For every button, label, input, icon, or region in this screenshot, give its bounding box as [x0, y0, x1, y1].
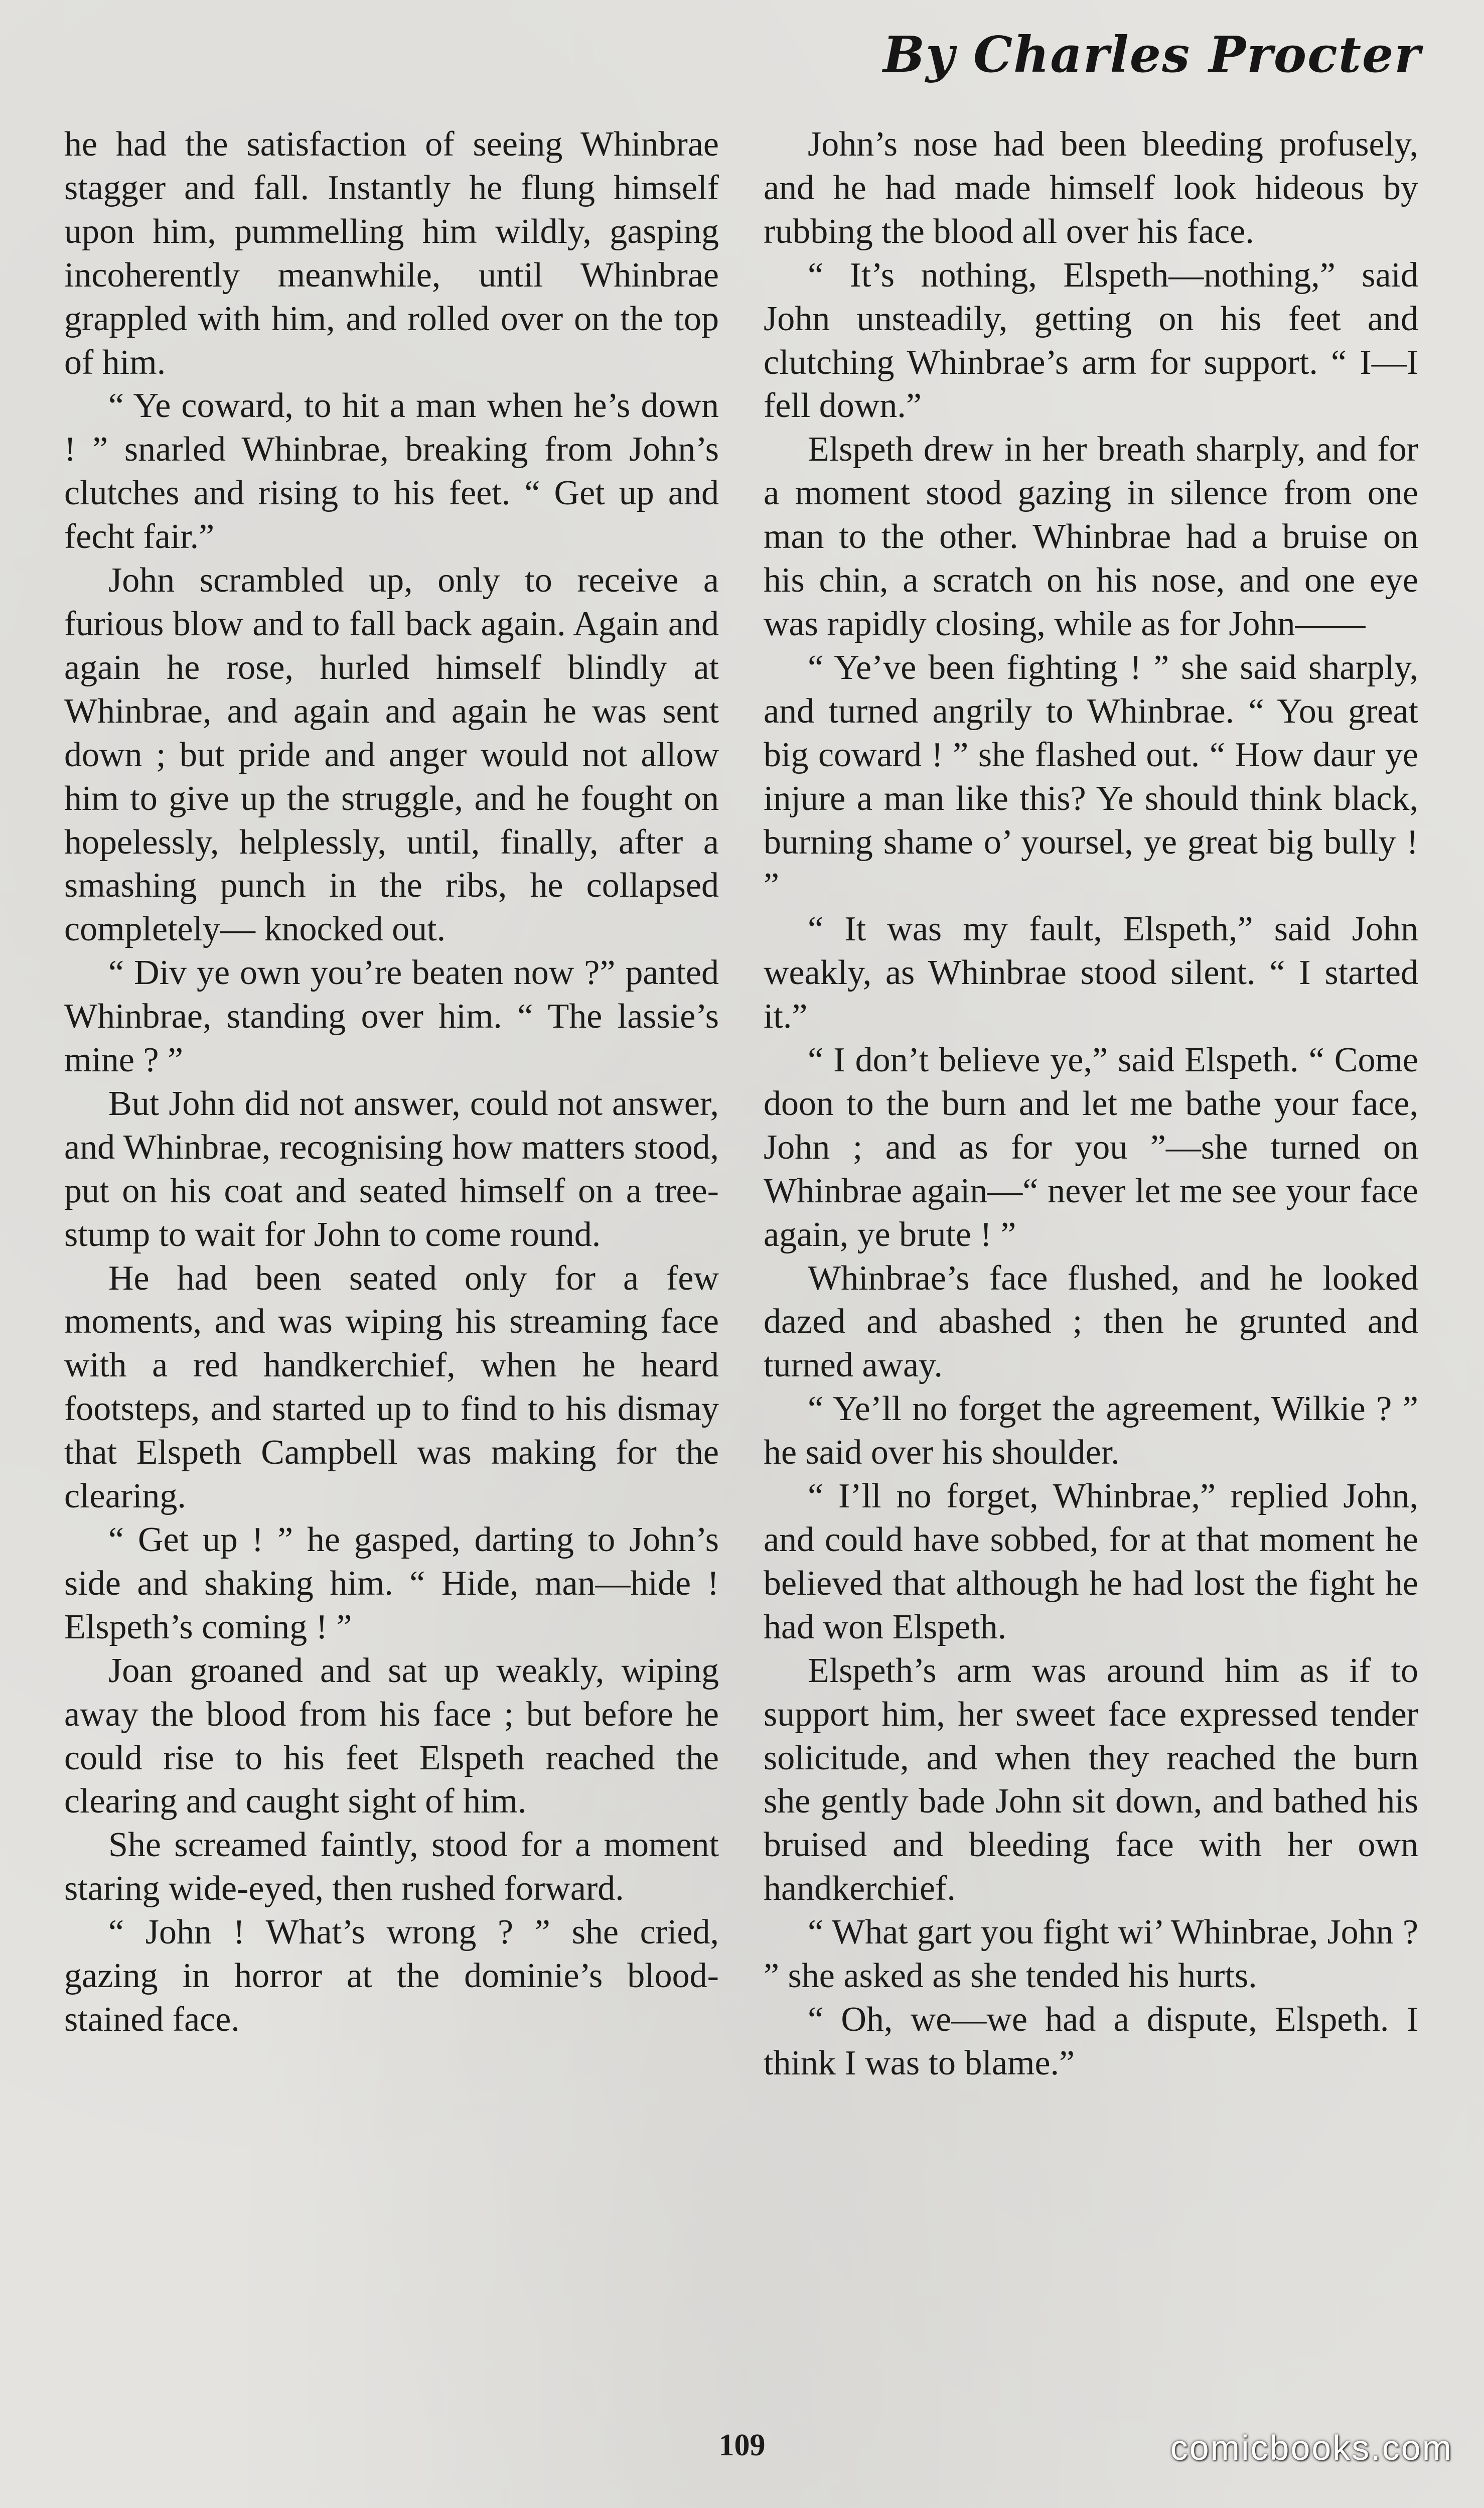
paragraph: “ Ye coward, to hit a man when he’s down ! ” snarled Whinbrae, breaking from John’s clutches and rising to his feet. “ Get up and fecht fair.”	[64, 386, 719, 556]
source-watermark: comicbooks.com	[1170, 2428, 1453, 2467]
paragraph: “ What gart you fight wi’ Whinbrae, John ? ” she asked as she tended his hurts.	[764, 1913, 1418, 1996]
paragraph: “ John ! What’s wrong ? ” she cried, gazing in horror at the dominie’s blood-stained face.	[64, 1913, 719, 2039]
page-number: 109	[718, 2428, 766, 2462]
paragraph: “ I don’t believe ye,” said Elspeth. “ Come doon to the burn and let me bathe your face, John ; and as for you ”—she turned on Whinbrae again—“ never let me see your face again, ye brute ! ”	[764, 1041, 1418, 1254]
paragraph: He had been seated only for a few moments, and was wiping his streaming face with a red handkerchief, when he heard footsteps, and started up to find to his dismay that Elspeth Campbell was making for the clearing.	[64, 1259, 719, 1516]
right-text-column	[764, 123, 1418, 2085]
paragraph: “ Ye’ve been fighting ! ” she said sharply, and turned angrily to Whinbrae. “ You great big coward ! ” she flashed out. “ How daur ye injure a man like this? Ye should think black, burning shame o’ yoursel, ye great big bully ! ”	[764, 648, 1418, 905]
paragraph: Whinbrae’s face flushed, and he looked dazed and abashed ; then he grunted and turned away.	[764, 1259, 1418, 1385]
paragraph: “ It’s nothing, Elspeth—nothing,” said John unsteadily, getting on his feet and clutching Whinbrae’s arm for support. “ I—I fell down.”	[764, 255, 1418, 426]
paragraph: Elspeth’s arm was around him as if to support him, her sweet face expressed tender solicitude, and when they reached the burn she gently bade John sit down, and bathed his bruised and bleeding face with her own handkerchief.	[764, 1651, 1418, 1908]
paragraph: Elspeth drew in her breath sharply, and for a moment stood gazing in silence from one man to the other. Whinbrae had a bruise on his chin, a scratch on his nose, and one eye was rapidly closing, while as for John——	[764, 430, 1418, 643]
paragraph: “ Ye’ll no forget the agreement, Wilkie ? ” he said over his shoulder.	[764, 1389, 1418, 1472]
paragraph: “ I’ll no forget, Whinbrae,” replied John, and could have sobbed, for at that moment he believed that although he had lost the fight he had won Elspeth.	[764, 1477, 1418, 1646]
paragraph: “ Get up ! ” he gasped, darting to John’s side and shaking him. “ Hide, man—hide ! Elspeth’s coming ! ”	[64, 1520, 719, 1646]
paragraph: John scrambled up, only to receive a furious blow and to fall back again. Again and again he rose, hurled himself blindly at Whinbrae, and again and again he was sent down ; but pride and anger would not allow him to give up the struggle, and he fought on hopelessly, helplessly, until, finally, after a smashing punch in the ribs, he collapsed completely— knocked out.	[64, 561, 719, 949]
paragraph: Joan groaned and sat up weakly, wiping away the blood from his face ; but before he could rise to his feet Elspeth reached the clearing and caught sight of him.	[64, 1651, 719, 1821]
paragraph: he had the satisfaction of seeing Whinbrae stagger and fall. Instantly he flung himself upon him, pummelling him wildly, gasping incoherently meanwhile, until Whinbrae grappled with him, and rolled over on the top of him.	[64, 125, 719, 382]
left-text-column	[64, 123, 719, 2042]
paragraph: “ It was my fault, Elspeth,” said John weakly, as Whinbrae stood silent. “ I started it.”	[764, 910, 1418, 1036]
paragraph: “ Div ye own you’re beaten now ?” panted Whinbrae, standing over him. “ The lassie’s mine ? ”	[64, 953, 719, 1080]
paragraph: But John did not answer, could not answer, and Whinbrae, recognising how matters stood, put on his coat and seated himself on a tree-stump to wait for John to come round.	[64, 1084, 719, 1254]
author-byline: By Charles Procter	[883, 26, 1421, 84]
paragraph: She screamed faintly, stood for a moment staring wide-eyed, then rushed forward.	[64, 1826, 719, 1908]
paragraph: “ Oh, we—we had a dispute, Elspeth. I think I was to blame.”	[764, 2000, 1418, 2082]
paragraph: John’s nose had been bleeding profusely, and he had made himself look hideous by rubbing the blood all over his face.	[764, 125, 1418, 251]
